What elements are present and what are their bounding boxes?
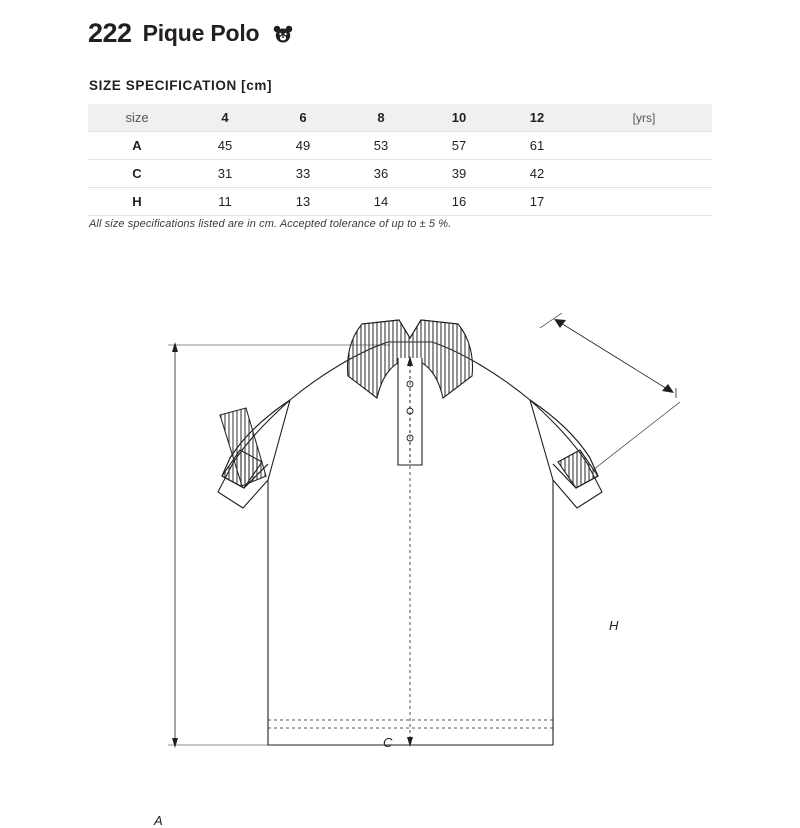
dimension-label-c: C	[383, 735, 393, 750]
cell-a-8: 53	[342, 132, 420, 160]
cell-c-12: 42	[498, 160, 576, 188]
cell-h-12: 17	[498, 188, 576, 216]
row-label-a: A	[88, 132, 186, 160]
header-size-4: 4	[186, 104, 264, 132]
cell-c-unit	[576, 160, 712, 188]
cell-a-6: 49	[264, 132, 342, 160]
cell-a-10: 57	[420, 132, 498, 160]
product-name: Pique Polo	[142, 20, 260, 46]
spec-title-unit: [cm]	[241, 78, 273, 93]
tolerance-note: All size specifications listed are in cm. Accepted tolerance of up to ± 5 %.	[89, 218, 452, 230]
dimension-label-h: H	[609, 618, 619, 633]
header-size-12: 12	[498, 104, 576, 132]
cell-c-6: 33	[264, 160, 342, 188]
dimension-label-a: A	[154, 813, 163, 828]
header-size-label: size	[88, 104, 186, 132]
header-size-10: 10	[420, 104, 498, 132]
row-label-h: H	[88, 188, 186, 216]
header-size-8: 8	[342, 104, 420, 132]
cell-c-4: 31	[186, 160, 264, 188]
size-specification-table	[88, 104, 712, 216]
header-unit-yrs: [yrs]	[576, 104, 712, 132]
table-row	[88, 132, 712, 160]
table-row	[88, 188, 712, 216]
product-code: 222	[88, 18, 132, 48]
cell-a-12: 61	[498, 132, 576, 160]
cell-h-4: 11	[186, 188, 264, 216]
cell-h-10: 16	[420, 188, 498, 216]
cell-h-6: 13	[264, 188, 342, 216]
cell-h-8: 14	[342, 188, 420, 216]
row-label-c: C	[88, 160, 186, 188]
product-header	[88, 20, 294, 47]
cell-a-unit	[576, 132, 712, 160]
technical-drawing	[0, 280, 800, 828]
table-header-row	[88, 104, 712, 132]
spec-title-text: SIZE SPECIFICATION	[89, 78, 237, 93]
cell-a-4: 45	[186, 132, 264, 160]
header-size-6: 6	[264, 104, 342, 132]
cell-c-8: 36	[342, 160, 420, 188]
cell-c-10: 39	[420, 160, 498, 188]
polo-shirt-drawing	[0, 280, 800, 800]
bear-icon	[272, 24, 294, 44]
cell-h-unit	[576, 188, 712, 216]
table-row	[88, 160, 712, 188]
spec-title	[89, 78, 272, 93]
